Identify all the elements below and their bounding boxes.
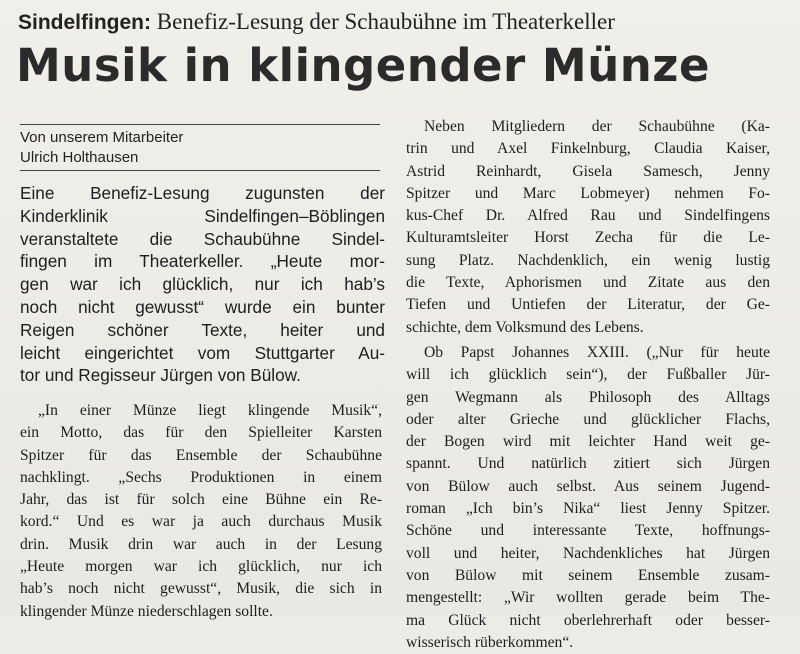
headline: Musik in klingender Münze	[16, 39, 710, 92]
body-line: Spitzer für das Ensemble der Schaubühne	[20, 446, 382, 464]
body-line: Kulturamtsleiter Horst Zecha für die Le-	[406, 229, 770, 247]
lead-line: gen war ich glücklich, nur ich hab’s	[20, 274, 385, 295]
body-line: drin. Musik drin war auch in der Lesung	[20, 535, 382, 553]
body-column-left	[20, 400, 382, 623]
body-line: die Texte, Aphorismen und Zitate aus den	[406, 274, 770, 292]
body-line: gen Wegmann als Philosoph des Alltags	[406, 388, 770, 406]
body-line: Ob Papst Johannes XXIII. („Nur für heute	[424, 343, 770, 361]
lead-line: noch nicht gewusst“ wurde ein bunter	[20, 296, 385, 317]
body-line: will ich glücklich sein“), der Fußballer Jür-	[406, 366, 770, 384]
body-column-right	[406, 116, 770, 654]
body-line: spannt. Und natürlich zitiert sich Jürgen	[406, 455, 770, 473]
body-line: „Heute morgen war ich glücklich, nur ich	[20, 558, 382, 576]
lead-line: Kinderklinik Sindelfingen–Böblingen	[20, 205, 385, 226]
body-line: ma Glück nicht oberlehrerhaft oder besser-	[406, 611, 770, 629]
body-line: von Bülow mit seinem Ensemble zusam-	[406, 566, 770, 584]
kicker-line	[18, 9, 615, 35]
body-line: mengestellt: „Wir wollten gerade beim The-	[406, 589, 770, 607]
body-line: hab’s noch nicht gewusst“, Musik, die sich in	[20, 580, 382, 598]
body-paragraph	[406, 342, 770, 654]
body-line: Tiefen und Untiefen der Literatur, der Ge-	[406, 296, 770, 314]
lead-line: Reigen schöner Texte, heiter und	[20, 319, 385, 340]
body-paragraph	[406, 116, 770, 339]
lead-line: fingen im Theaterkeller. „Heute mor-	[20, 251, 385, 272]
body-line: oder alter Grieche und glücklicher Flachs,	[406, 410, 770, 428]
lead-line: Eine Benefiz-Lesung zugunsten der	[20, 183, 385, 203]
byline	[20, 124, 380, 171]
kicker-place: Sindelfingen:	[18, 11, 151, 34]
body-line: voll und heiter, Nachdenkliches hat Jürgen	[406, 544, 770, 562]
lead-line: veranstaltete die Schaubühne Sindel-	[20, 228, 385, 249]
body-line: kus-Chef Dr. Alfred Rau und Sindelfingens	[406, 207, 770, 225]
body-line: ein Motto, das für den Spielleiter Karsten	[20, 424, 382, 442]
body-line: roman „Ich bin’s Nika“ liest Jenny Spitzer.	[406, 500, 770, 518]
body-line: wisserisch rüberkommen“.	[406, 633, 574, 651]
body-paragraph	[20, 400, 382, 623]
body-line: schichte, dem Volksmund des Lebens.	[406, 318, 644, 336]
lead-line: tor und Regisseur Jürgen von Bülow.	[20, 365, 301, 386]
lead-paragraph	[20, 182, 385, 387]
body-line: der Bogen wird mit leichter Hand weit ge-	[406, 433, 770, 451]
body-line: nachklingt. „Sechs Produktionen in einem	[20, 468, 382, 486]
byline-author-name: Ulrich Holthausen	[20, 149, 139, 166]
body-line: Astrid Reinhardt, Gisela Samesch, Jenny	[406, 162, 770, 180]
body-line: „In einer Münze liegt klingende Musik“,	[38, 402, 382, 419]
body-line: klingender Münze niederschlagen sollte.	[20, 602, 273, 620]
body-line: Jahr, das ist für solch eine Bühne ein Re-	[20, 491, 382, 509]
body-line: Neben Mitgliedern der Schaubühne (Ka-	[424, 118, 770, 135]
lead-line: leicht eingerichtet vom Stuttgarter Au-	[20, 342, 385, 363]
body-line: Schöne und interessante Texte, hoffnungs-	[406, 522, 770, 540]
kicker-text: Benefiz-Lesung der Schaubühne im Theaterkeller	[151, 9, 615, 34]
body-line: trin und Axel Finkelnburg, Claudia Kaiser,	[406, 140, 770, 158]
body-line: von Bülow auch selbst. Aus seinem Jugend-	[406, 477, 770, 495]
byline-author-role: Von unserem Mitarbeiter	[20, 129, 184, 146]
body-line: kord.“ Und es war ja auch durchaus Musik	[20, 513, 382, 531]
body-line: Spitzer und Marc Lobmeyer) nehmen Fo-	[406, 184, 770, 202]
body-line: sung Platz. Nachdenklich, ein wenig lustig	[406, 251, 770, 269]
